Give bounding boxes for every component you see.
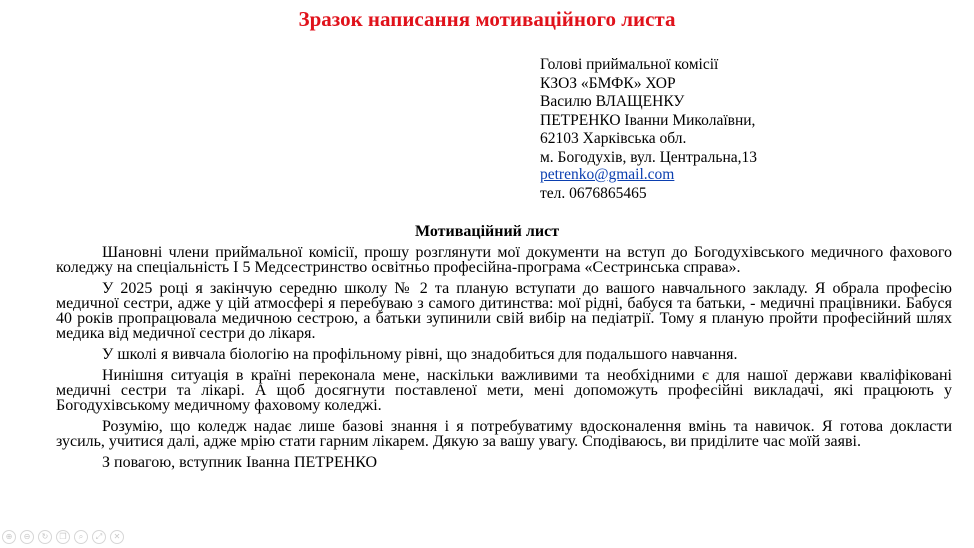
search-icon[interactable]: ⌕ [74, 530, 88, 544]
phone-line: тел. 0676865465 [540, 184, 647, 202]
address-line-4: ПЕТРЕНКО Іванни Миколаївни, [540, 111, 756, 129]
rotate-icon[interactable]: ↻ [38, 530, 52, 544]
address-line-5: 62103 Харківська обл. [540, 130, 687, 148]
viewer-toolbar [2, 530, 124, 544]
letter-body [56, 245, 952, 476]
address-line-2: КЗОЗ «БМФК» ХОР [540, 74, 676, 92]
paragraph-4: Нинішня ситуація в країні переконала мене, наскільки важливими та необхідними є для нашої держави кваліфіковані медичні сестри та лікарі. А щоб досягнути поставленої мети, мені допоможуть професійні викладачі, які працюють у Богодухівському медичному фаховому коледжі. [56, 367, 952, 414]
address-line-3: Василю ВЛАЩЕНКУ [540, 93, 685, 111]
email-link[interactable]: petrenko@gmail.com [540, 165, 675, 183]
paragraph-2: У 2025 році я закінчую середню школу № 2 та планую вступати до вашого навчального закладу. Я обрала професію медичної сестри, адже у цій атмосфері я перебуваю з самого дитинства: мої рідні, бабуся та батьки, - медичні працівники. Бабуся 40 років пропрацювала медичною сестрою, а батьки зупинили свій вибір на педіатрії. Тому я планую пройти професійний шлях медика від медичної сестри до лікаря. [56, 280, 952, 342]
expand-icon[interactable]: ⤢ [92, 530, 106, 544]
address-line-6: м. Богодухів, вул. Центральна,13 [540, 148, 758, 166]
paragraph-5: Розумію, що коледж надає лише базові знання і я потребуватиму вдосконалення вмінь та навичок. Я готова докласти зусиль, учитися далі, адже мрію стати гарним лікарем. Дякую за вашу увагу. Сподіваюсь, ви приділите час моїй заяві. [56, 418, 952, 450]
paragraph-1: Шановні члени приймальної комісії, прошу розглянути мої документи на вступ до Богодухівського медичного фахового коледжу на спеціальність I 5 Медсестринство освітньо професійна-програма «Сестринська справа». [56, 244, 952, 276]
address-line-1: Голові приймальної комісії [540, 56, 719, 73]
copy-icon[interactable]: ❐ [56, 530, 70, 544]
page-title: Зразок написання мотиваційного листа [298, 7, 676, 31]
letter-heading: Мотиваційний лист [414, 223, 560, 240]
closing-signature: З повагою, вступник Іванна ПЕТРЕНКО [102, 454, 378, 471]
paragraph-3: У школі я вивчала біологію на профільному рівні, що знадобиться для подальшого навчання. [102, 346, 738, 363]
recipient-address-block [540, 56, 757, 203]
email-line [540, 165, 757, 183]
close-icon[interactable]: ✕ [110, 530, 124, 544]
zoom-out-icon[interactable]: ⊖ [20, 530, 34, 544]
zoom-in-icon[interactable]: ⊕ [2, 530, 16, 544]
